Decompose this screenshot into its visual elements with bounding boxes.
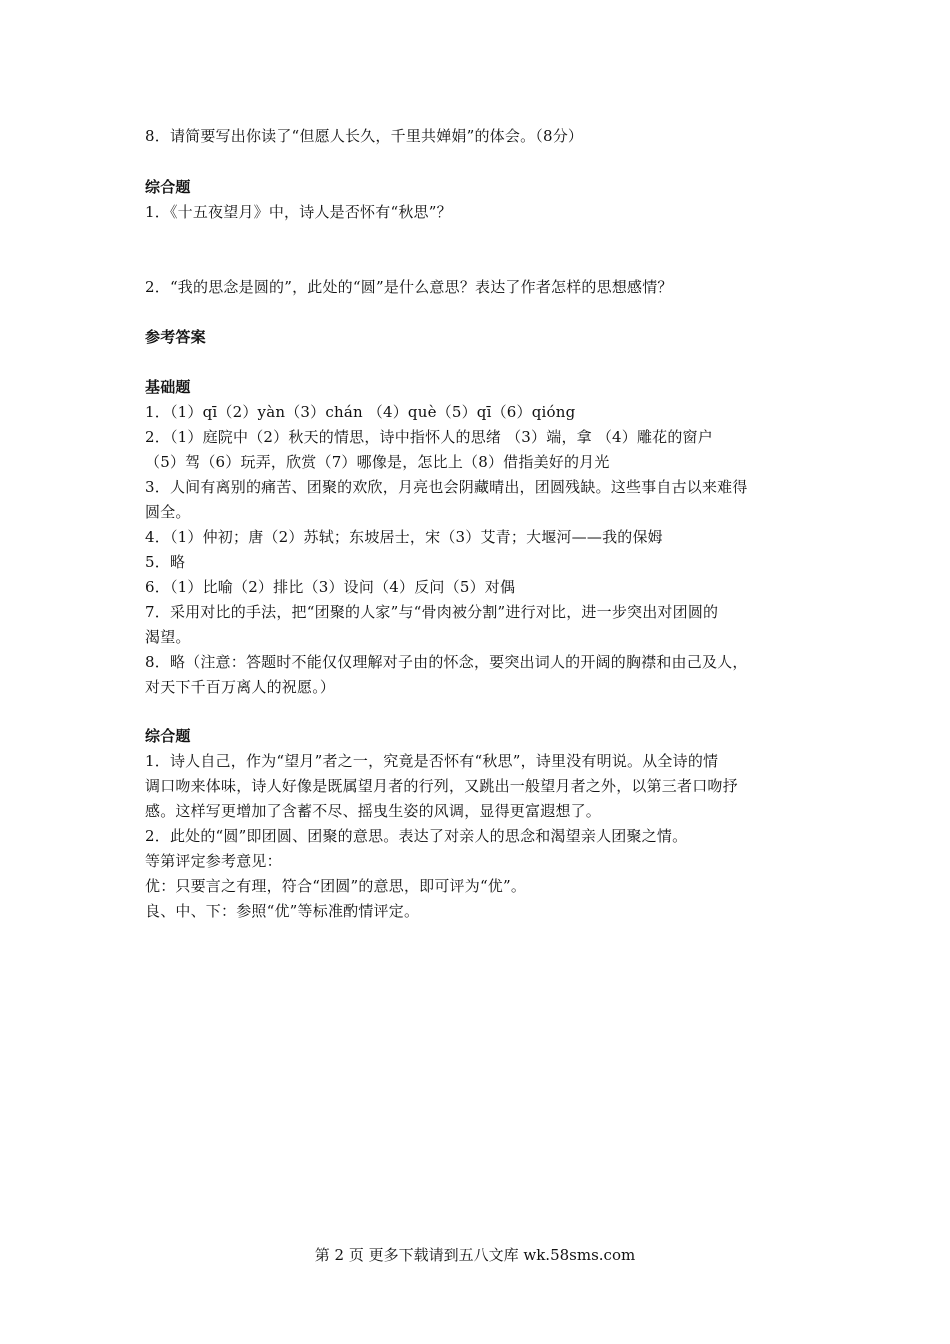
answers-basic-heading: 基础题: [145, 378, 191, 396]
grading-others: 良、中、下：参照“优”等标准酌情评定。: [145, 902, 420, 920]
grading-heading: 等第评定参考意见：: [145, 852, 282, 870]
comprehensive-answer-1-line-3: 感。这样写更增加了含蓄不尽、摇曳生姿的风调，显得更富遐想了。: [145, 802, 602, 820]
answer-4: 4．（1）仲初；唐（2）苏轼；东坡居士，宋（3）艾青；大堰河——我的保姆: [145, 528, 663, 546]
answer-3-line-2: 圆全。: [145, 503, 191, 521]
page-footer: 第 2 页 更多下载请到五八文库 wk.58sms.com: [314, 1246, 636, 1264]
grading-excellent: 优：只要言之有理，符合“团圆”的意思，即可评为“优”。: [145, 877, 527, 895]
answers-comprehensive-heading: 综合题: [145, 727, 191, 745]
answer-8-line-2: 对天下千百万离人的祝愿。）: [145, 678, 336, 696]
section-heading-comprehensive: 综合题: [145, 178, 191, 196]
answer-6: 6．（1）比喻（2）排比（3）设问（4）反问（5）对偶: [145, 578, 516, 596]
question-8: 8．请简要写出你读了“但愿人长久，千里共婵娟”的体会。（8分）: [145, 127, 584, 145]
answer-1: 1．（1）qī（2）yàn（3）chán （4）què（5）qī（6）qióng: [145, 403, 576, 421]
answer-2-line-2: （5）驾（6）玩弄，欣赏（7）哪像是，怎比上（8）借指美好的月光: [145, 453, 610, 471]
comprehensive-question-1: 1．《十五夜望月》中，诗人是否怀有“秋思”？: [145, 203, 452, 221]
comprehensive-answer-2: 2．此处的“圆”即团圆、团聚的意思。表达了对亲人的思念和渴望亲人团聚之情。: [145, 827, 688, 845]
answers-title: 参考答案: [145, 328, 206, 346]
answer-3-line-1: 3．人间有离别的痛苦、团聚的欢欣，月亮也会阴藏晴出，团圆残缺。这些事自古以来难得: [145, 478, 748, 496]
comprehensive-answer-1-line-1: 1．诗人自己，作为“望月”者之一，究竟是否怀有“秋思”，诗里没有明说。从全诗的情: [145, 752, 719, 770]
answer-2-line-1: 2．（1）庭院中（2）秋天的情思，诗中指怀人的思绪 （3）端，拿 （4）雕花的窗户: [145, 428, 713, 446]
comprehensive-question-2: 2．“我的思念是圆的”，此处的“圆”是什么意思？表达了作者怎样的思想感情？: [145, 278, 673, 296]
answer-5: 5．略: [145, 553, 186, 571]
comprehensive-answer-1-line-2: 调口吻来体味，诗人好像是既属望月者的行列，又跳出一般望月者之外，以第三者口吻抒: [145, 777, 738, 795]
answer-7-line-2: 渴望。: [145, 628, 191, 646]
answer-8-line-1: 8．略（注意：答题时不能仅仅理解对子由的怀念，要突出词人的开阔的胸襟和由己及人，: [145, 653, 748, 671]
answer-7-line-1: 7．采用对比的手法，把“团聚的人家”与“骨肉被分割”进行对比，进一步突出对团圆的: [145, 603, 719, 621]
